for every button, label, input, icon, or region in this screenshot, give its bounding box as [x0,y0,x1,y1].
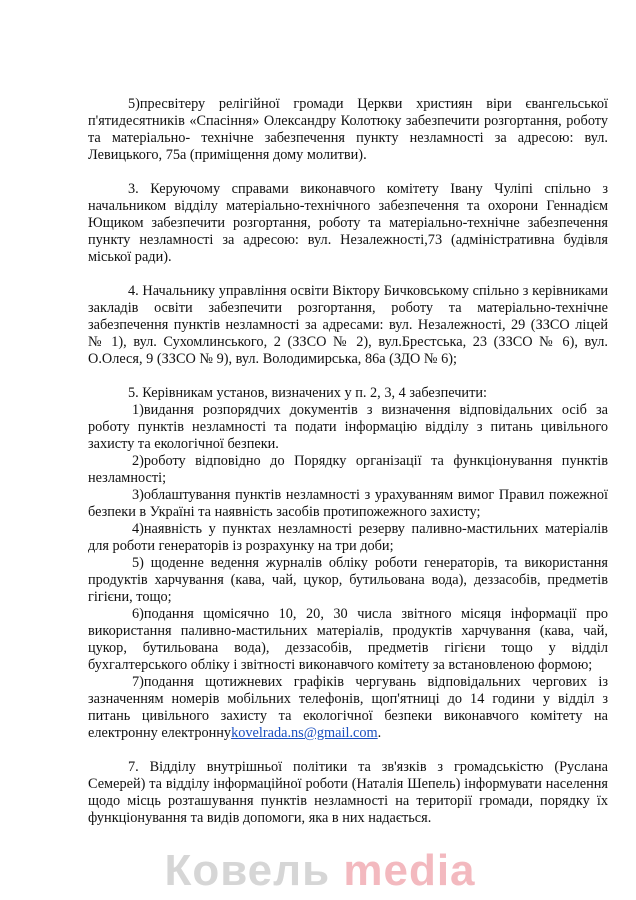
list-item-7-text: 7)подання щотижневих графіків чергувань відповідальних чергових із зазначенням номерів мобільних телефонів, щоп'ятниці до 14 години у відділ з питань цивільного захисту та екологічної безпеки виконавчого комітету на електронну електронну [88,674,608,741]
paragraph-item4: 4. Начальнику управління освіти Віктору Бичковському спільно з керівниками закладів освіти забезпечити розгортання, роботу та матеріально-технічне забезпечення пунктів незламності за адресами: вул. Незалежності, 29 (ЗЗСО ліцей № 1), вул. Сухомлинського, 2 (ЗЗСО № 2), вул.Брестська, 23 (ЗЗСО № 6), вул. О.Олеся, 9 (ЗЗСО № 9), вул. Володимирська, 86а (ЗДО № 6); [88,283,608,367]
list-item: 2)роботу відповідно до Порядку організації та функціонування пунктів незламності; [88,453,608,486]
watermark-part2: media [330,846,476,895]
email-link[interactable]: kovelrada.ns@gmail.com [231,725,378,741]
list-item-7 [88,674,608,742]
paragraph-item7: 7. Відділу внутрішньої політики та зв'язків з громадськістю (Руслана Семерей) та відділу інформаційної роботи (Наталія Шепель) інформувати населення щодо місць розташування пунктів незламності на території громади, порядку їх функціонування та видів допомоги, яка в них надається. [88,759,608,826]
document-body [88,96,608,827]
paragraph-item5-heading: 5. Керівникам установ, визначених у п. 2, 3, 4 забезпечити: [128,385,487,401]
list-item: 4)наявність у пунктах незламності резерву паливно-мастильних матеріалів для роботи генераторів із розрахунку на три доби; [88,521,608,554]
list-item: 5) щоденне ведення журналів обліку роботи генераторів, та використання продуктів харчування (кава, чай, цукор, бутильована вода), деззасобів, предметів гігієни, тощо; [88,555,608,605]
paragraph-item3: 3. Керуючому справами виконавчого комітету Івану Чуліпі спільно з начальником відділу матеріально-технічного забезпечення та охорони Геннадієм Ющиком забезпечити розгортання, роботу та матеріально-технічне забезпечення пункту незламності за адресою: вул. Незалежності,73 (адміністративна будівля міської ради). [88,181,608,265]
list-item: 3)облаштування пунктів незламності з урахуванням вимог Правил пожежної безпеки в Україні та наявність засобів протипожежного захисту; [88,487,608,520]
list-item: 1)видання розпорядчих документів з визначення відповідальних осіб за роботу пунктів незламності та подати інформацію відділу з питань цивільного захисту та екологічної безпеки. [88,402,608,452]
watermark-logo [160,846,480,896]
watermark-part1: Ковель [164,846,331,895]
list-item: 6)подання щомісячно 10, 20, 30 числа звітного місяця інформації про використання паливно-мастильних матеріалів, продуктів харчування (кава, чай, цукор, бутильована вода), деззасобів, предметів гігієни тощо у відділ бухгалтерського обліку і звітності виконавчого комітету за встановленою формою; [88,606,608,673]
list-item-7-end: . [377,725,382,741]
paragraph-item5-sub5: 5)пресвітеру релігійної громади Церкви християн віри євангельської п'ятидесятників «Спасіння» Олександру Колотюку забезпечити розгортання, роботу та матеріально- технічне забезпечення пункту незламності за адресою: вул. Левицького, 75а (приміщення дому молитви). [88,96,608,163]
